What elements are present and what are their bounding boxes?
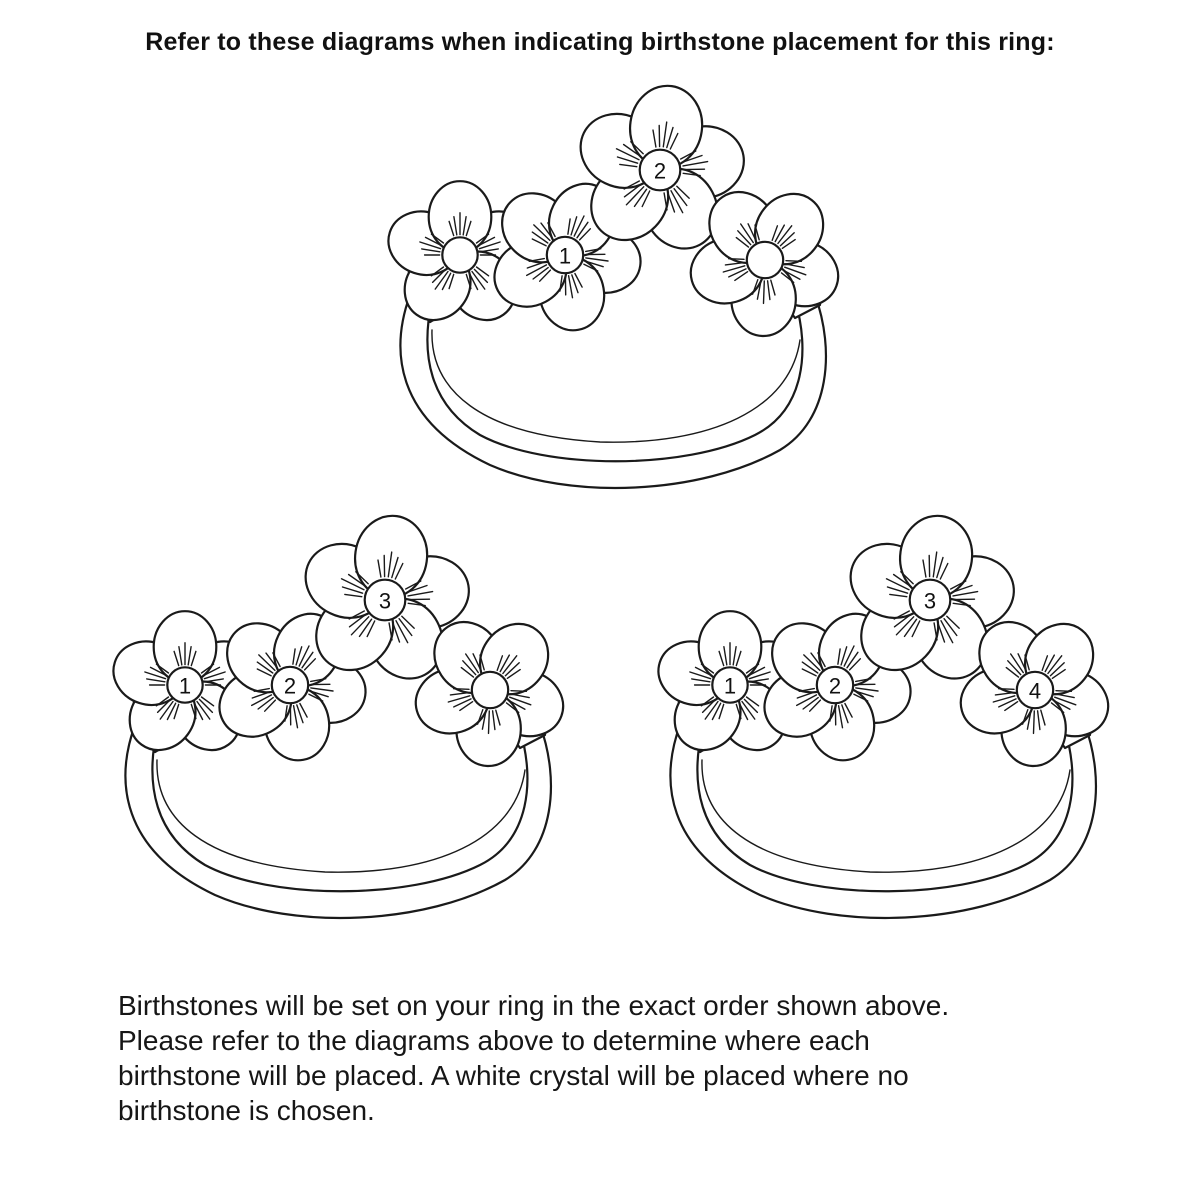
petal-vein xyxy=(999,689,1014,690)
petal-vein xyxy=(764,281,765,303)
petal-vein xyxy=(786,261,801,262)
birthstone-position-label: 3 xyxy=(923,588,937,614)
birthstone-position-label: 2 xyxy=(653,158,667,184)
band-inner-edge xyxy=(702,760,1070,872)
petal-vein xyxy=(1056,691,1071,692)
page-heading: Refer to these diagrams when indicating birthstone placement for this ring: xyxy=(145,28,1055,56)
ring-diagram-top xyxy=(370,90,840,500)
band-inner-edge xyxy=(432,330,800,442)
birthstone-setting xyxy=(747,242,783,278)
birthstone-position-label: 3 xyxy=(378,588,392,614)
band-inner-edge xyxy=(157,760,525,872)
note-line: Please refer to the diagrams above to determine where each xyxy=(118,1025,870,1056)
note-line: birthstone will be placed. A white crystal will be placed where no xyxy=(118,1060,909,1091)
petal-vein xyxy=(729,259,744,260)
note-line: Birthstones will be set on your ring in the exact order shown above. xyxy=(118,990,950,1021)
birthstone-position-label: 1 xyxy=(558,243,572,269)
birthstone-setting xyxy=(442,237,477,272)
birthstone-position-label: 1 xyxy=(723,673,737,699)
petal-vein xyxy=(489,711,490,733)
birthstone-position-label: 2 xyxy=(828,673,842,699)
petal-vein xyxy=(511,691,526,692)
placement-note xyxy=(118,988,1108,1128)
birthstone-position-label: 2 xyxy=(283,673,297,699)
petal-vein xyxy=(454,689,469,690)
note-line: birthstone is chosen. xyxy=(118,1095,375,1126)
ring-diagram-bottom-right xyxy=(640,520,1110,930)
birthstone-setting xyxy=(472,672,508,708)
petal-vein xyxy=(1034,711,1035,733)
birthstone-position-label: 4 xyxy=(1028,678,1042,704)
ring-diagram-bottom-left xyxy=(95,520,565,930)
birthstone-position-label: 1 xyxy=(178,673,192,699)
